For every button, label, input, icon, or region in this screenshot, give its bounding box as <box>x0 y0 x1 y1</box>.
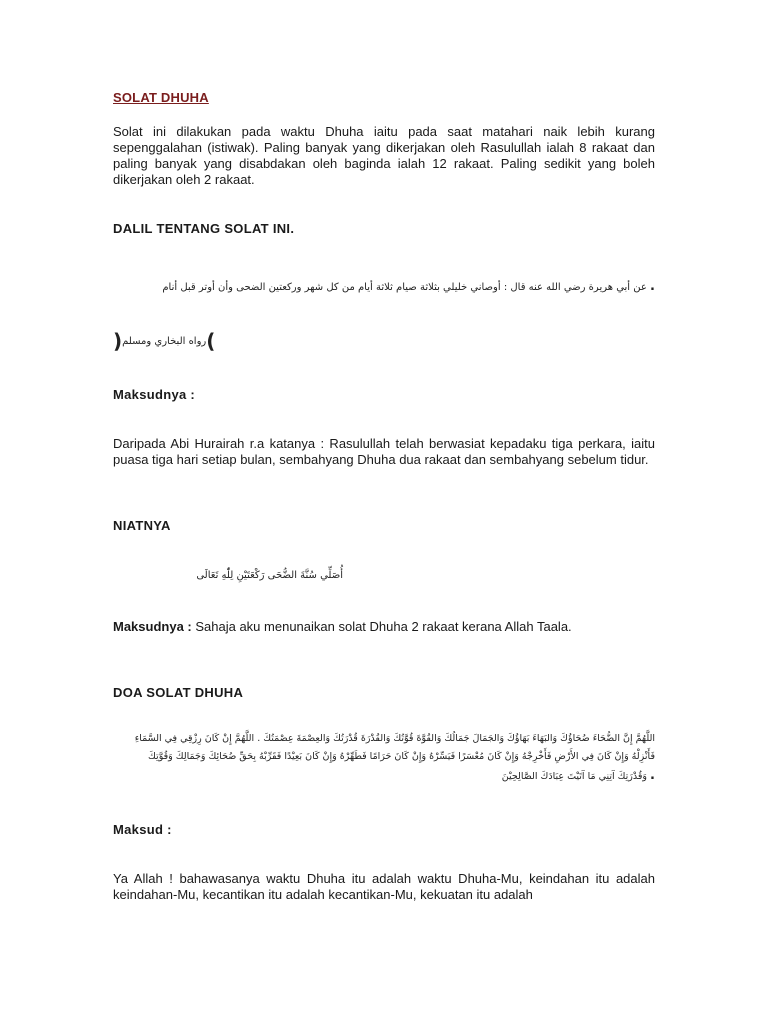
maksudnya-text-2: Sahaja aku menunaikan solat Dhuha 2 rakaat kerana Allah Taala. <box>191 619 572 634</box>
maksudnya-line-2 <box>113 619 655 635</box>
doa-arabic-line-1: اللَّهُمَّ إِنَّ الضُّحَاءَ ضُحَاؤُكَ وَالبَهَاءَ بَهَاؤُكَ وَالجَمَالَ جَمَالُكَ وَالقُوَّةَ قُوَّتُكَ وَالقُدْرَةَ قُدْرَتُكَ وَالعِصْمَةَ عِصْمَتُكَ . اللَّهُمَّ إِنْ كَانَ رِزْقِي فِي السَّمَاءِ <box>134 733 655 744</box>
ref-text: رواه البخاري ومسلم <box>122 336 207 347</box>
maksudnya-text-1: Daripada Abi Hurairah r.a katanya : Rasulullah telah berwasiat kepadaku tiga perkara, iaitu puasa tiga hari setiap bulan, sembahyang Dhuha dua rakaat dan sembahyang sebelum tidur. <box>113 436 655 467</box>
doa-arabic-line-3: وَقُدْرَتِكَ آتِنِي مَا آتَيْتَ عِبَادَكَ الصَّالِحِيْنَ <box>501 771 648 782</box>
doa-heading: DOA SOLAT DHUHA <box>113 685 244 700</box>
dalil-reference <box>113 329 655 353</box>
doa-bullet: . <box>650 768 655 783</box>
ref-close-paren: ( <box>113 329 123 353</box>
dalil-arabic: عن أبي هريرة رضي الله عنه قال : أوصاني خليلي بثلاثة صيام ثلاثة أيام من كل شهر وركعتين الضحى وأن أوتر قبل أنام <box>162 282 647 293</box>
page-title: SOLAT DHUHA <box>113 90 209 105</box>
doa-arabic-line-3-wrap <box>113 766 655 786</box>
doa-arabic-line-2: فَأَنْزِلْهُ وَإِنْ كَانَ فِي الأَرْضِ فَأَخْرِجْهُ وَإِنْ كَانَ مُعْسَرًا فَيَسِّرْهُ وَإِنْ كَانَ حَرَامًا فَطَهِّرْهُ وَإِنْ كَانَ بَعِيْدًا فَقَرِّبْهُ بِحَقِّ ضُحَائِكَ وَجَمَالِكَ وَقُوَّتِكَ <box>148 751 655 762</box>
dalil-bullet: . <box>650 279 655 294</box>
niat-arabic: أُصَلِّي سُنَّةَ الضُّحَى رَكْعَتَيْنِ لِلّٰهِ تَعَالَى <box>196 570 343 581</box>
maksudnya-heading-1: Maksudnya : <box>113 387 196 402</box>
intro-paragraph: Solat ini dilakukan pada waktu Dhuha iaitu pada saat matahari naik lebih kurang sepenggalahan (istiwak). Paling banyak yang dikerjakan oleh Rasulullah ialah 8 rakaat dan paling banyak yang disabdakan oleh baginda ialah 12 rakaat. Paling sedikit yang boleh dikerjakan oleh 2 rakaat. <box>113 124 655 187</box>
dalil-arabic-text <box>113 277 655 297</box>
maksudnya-label-2: Maksudnya : <box>113 619 192 634</box>
maksud-heading-3: Maksud : <box>113 822 172 837</box>
niat-heading: NIATNYA <box>113 518 171 533</box>
dalil-heading: DALIL TENTANG SOLAT INI. <box>113 221 295 236</box>
ref-open-paren: ) <box>206 329 216 353</box>
maksud-text-3: Ya Allah ! bahawasanya waktu Dhuha itu adalah waktu Dhuha-Mu, keindahan itu adalah keindahan-Mu, kecantikan itu adalah kecantikan-Mu, kekuatan itu adalah <box>113 871 655 902</box>
document-page <box>113 0 655 1024</box>
